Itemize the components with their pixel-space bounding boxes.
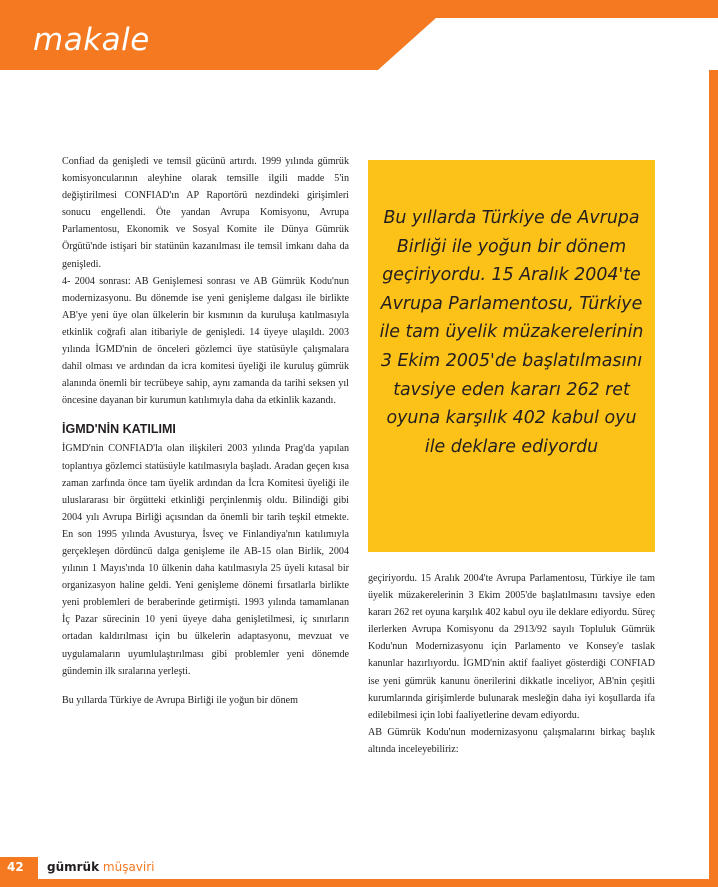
- right-edge-rule: [709, 70, 718, 887]
- footer-band: [0, 879, 718, 887]
- brand-light-text: müşaviri: [102, 860, 155, 874]
- left-column: [62, 153, 349, 709]
- pull-quote-text: Bu yıllarda Türkiye de Avrupa Birliği ile yoğun bir dönem geçiriyordu. 15 Aralık 2004'te Avrupa Parlamentosu, Türkiye ile tam üyelik müzakerelerinin 3 Ekim 2005'de başlatılmasını tavsiye eden kararı 262 ret oyuna karşılık 402 kabul oyu ile deklare ediyordu: [379, 208, 644, 457]
- brand-bold-text: gümrük: [47, 860, 100, 874]
- page-number: 42: [7, 860, 24, 874]
- header-notch-diagonal: [378, 18, 436, 70]
- left-paragraph-2: 4- 2004 sonrası: AB Genişlemesi sonrası ve AB Gümrük Kodu'nun modernizasyonu. Bu dönemde ise yeni genişleme dalgası ile birlikte AB'ye yeni üye olan ülkelerin bir kısmının da kuruluşa katılmasıyla etkinlik coğrafi alan itibariyle de genişledi. 14 üyeye ulaşıldı. 2003 yılında İGMD'nin de önceleri gözlemci üye statüsüyle çalışmalara dahil olması ve ardından da icra komitesi üyeliği ile kuruluş gümrük alanında önemli bir tecrübeye sahip, aynı zamanda da tarihi seksen yıl öncesine dayanan bir kurumun katılımıyla daha da etkinlik kazandı.: [62, 275, 349, 407]
- right-column: [368, 570, 655, 758]
- left-paragraph-3: İGMD'nin CONFIAD'la olan ilişkileri 2003 yılında Prag'da yapılan toplantıya gözlemci statüsüyle katılmasıyla başladı. Aradan geçen kısa zaman zarfında önce tam üyelik ardından da İcra Komitesi üyeliği ile uluslararası bir örgütteki etkinliği perçinlenmiş oldu. Bilindiği gibi 2004 yılı Avrupa Birliği açısından da önemli bir tarih teşkil etmekte. En son 1995 yılında Avusturya, İsveç ve Finlandiya'nın katılımıyla gerçekleşen dördüncü dalga genişleme ile AB-15 olan Birlik, 2004 yılının 1 Mayıs'ında 10 ülkenin daha katılmasıyla 25 üyeli kıtasal bir organizasyon haline geldi. Yeni genişleme dönemi fırsatlarla birlikte yeni problemleri de beraberinde getirmişti. 1993 yılında tamamlanan İç Pazar sürecinin 10 yeni üyeye daha genişletilmesi, iç sınırların ortadan kaldırılması için bu ülkelerin adaptasyonu, mevzuat ve uygulamaların uyumlulaştırılması gibi problemler yeni dönemde gündemin ilk sıralarına yerleşti.: [62, 443, 349, 677]
- section-title: makale: [33, 22, 150, 58]
- right-paragraph-1: geçiriyordu. 15 Aralık 2004'te Avrupa Parlamentosu, Türkiye ile tam üyelik müzakerelerinin 3 Ekim 2005'de başlatılmasını tavsiye eden kararı 262 ret oyuna karşılık 402 kabul oyu ile deklare ediyordu. Süreç ilerlerken Avrupa Komisyonu da 2913/92 sayılı Topluluk Gümrük Kodu'nun Modernizasyonu için Parlamento ve Konsey'e taslak kanunlar hazırlıyordu. İGMD'nin aktif faaliyet gösterdiği CONFIAD ise yeni gümrük kanunu önerilerini dikkatle inceliyor, AB'nin çeşitli kurumlarında girişimlerde bulunarak mesleğin daha iyi koşullarda ifa edilebilmesi için lobi faaliyetlerine devam ediyordu.: [368, 573, 655, 721]
- right-paragraph-2: AB Gümrük Kodu'nun modernizasyonu çalışmalarını birkaç başlık altında inceleyebiliriz:: [368, 726, 655, 755]
- pull-quote-box: [368, 160, 655, 552]
- magazine-brand: [47, 860, 155, 874]
- left-paragraph-4: Bu yıllarda Türkiye de Avrupa Birliği ile yoğun bir dönem: [62, 694, 298, 706]
- section-heading: İGMD'NİN KATILIMI: [62, 422, 176, 437]
- left-paragraph-1: Confiad da genişledi ve temsil gücünü artırdı. 1999 yılında gümrük komisyoncularının aleyhine olarak temsille ilgili madde 5'in değiştirilmesi CONFIAD'ın AP Raportörü nezdindeki girişimleri sonucu engellendi. Öte yandan Avrupa Komisyonu, Avrupa Parlamentosu, Ekonomik ve Sosyal Komite ile Dünya Gümrük Örgütü'nde istişari bir statünün kazanılması ile temsil imkanı daha da genişledi.: [62, 156, 349, 270]
